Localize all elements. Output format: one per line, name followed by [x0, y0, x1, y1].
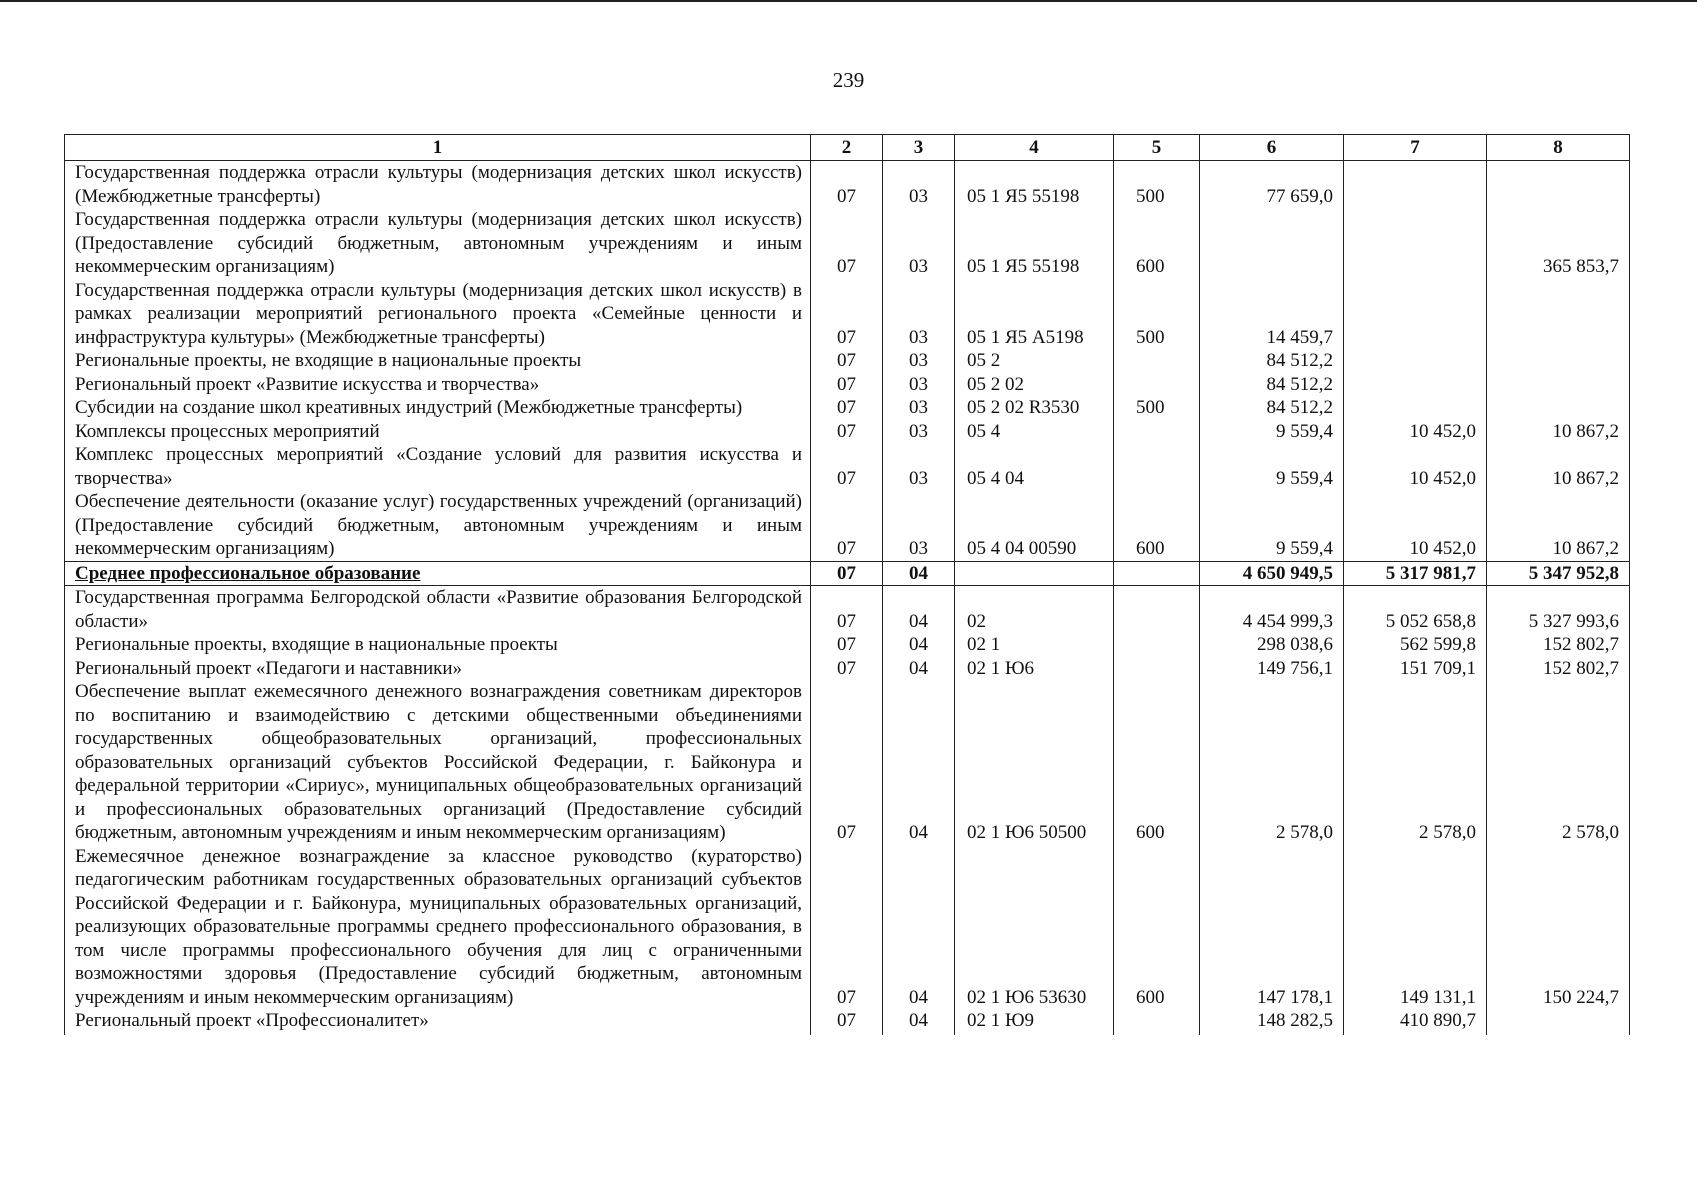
row-amount-col-6: 148 282,5 [1200, 1009, 1344, 1035]
row-amount-col-6: 77 659,0 [1200, 161, 1344, 209]
row-target-article: 02 1 Ю6 53630 [955, 845, 1114, 1010]
row-amount-col-7 [1344, 279, 1487, 350]
row-amount-col-6: 149 756,1 [1200, 657, 1344, 681]
row-amount-col-6: 9 559,4 [1200, 490, 1344, 561]
row-amount-col-8: 5 327 993,6 [1487, 586, 1630, 634]
row-name: Среднее профессиональное образование [65, 561, 811, 586]
row-name: Ежемесячное денежное вознаграждение за классное руководство (кураторство) педагогическим работникам государственных образовательных организаций субъектов Российской Федерации и г. Байконура, муниципальных образовательных организаций, реализующих образовательные программы среднего профессионального образования, в том числе программы профессионального обучения для лиц с ограниченными возможностями здоровья (Предоставление субсидий бюджетным, автономным учреждениям и иным некоммерческим организациям) [65, 845, 811, 1010]
row-expense-type: 600 [1114, 490, 1200, 561]
row-subsection-code: 04 [883, 586, 955, 634]
row-expense-type: 500 [1114, 396, 1200, 420]
row-name: Региональные проекты, не входящие в национальные проекты [65, 349, 811, 373]
row-expense-type: 600 [1114, 680, 1200, 845]
budget-table [64, 134, 1630, 1035]
table-row [65, 420, 1630, 444]
row-amount-col-8 [1487, 349, 1630, 373]
row-amount-col-6: 9 559,4 [1200, 443, 1344, 490]
row-target-article: 05 1 Я5 55198 [955, 208, 1114, 279]
row-amount-col-6: 84 512,2 [1200, 373, 1344, 397]
row-amount-col-6: 9 559,4 [1200, 420, 1344, 444]
row-section-code: 07 [811, 845, 883, 1010]
table-row [65, 657, 1630, 681]
row-subsection-code: 03 [883, 279, 955, 350]
row-expense-type [1114, 586, 1200, 634]
row-expense-type [1114, 633, 1200, 657]
row-amount-col-8 [1487, 161, 1630, 209]
row-amount-col-8 [1487, 396, 1630, 420]
row-name: Обеспечение выплат ежемесячного денежного вознаграждения советникам директоров по воспитанию и взаимодействию с детскими общественными объединениями государственных общеобразовательных организаций, профессиональных образовательных организаций субъектов Российской Федерации, г. Байконура и федеральной территории «Сириус», муниципальных общеобразовательных организаций и профессиональных образовательных организаций (Предоставление субсидий бюджетным, автономным учреждениям и иным некоммерческим организациям) [65, 680, 811, 845]
row-name: Государственная поддержка отрасли культуры (модернизация детских школ искусств) (Предоставление субсидий бюджетным, автономным учреждениям и иным некоммерческим организациям) [65, 208, 811, 279]
row-section-code: 07 [811, 1009, 883, 1035]
row-target-article: 05 2 [955, 349, 1114, 373]
header-col-5: 5 [1114, 135, 1200, 161]
header-col-7: 7 [1344, 135, 1487, 161]
table-row [65, 161, 1630, 209]
table-body [65, 161, 1630, 1035]
row-section-code: 07 [811, 657, 883, 681]
row-name: Региональный проект «Профессионалитет» [65, 1009, 811, 1035]
row-name: Комплексы процессных мероприятий [65, 420, 811, 444]
row-name: Субсидии на создание школ креативных индустрий (Межбюджетные трансферты) [65, 396, 811, 420]
row-name: Комплекс процессных мероприятий «Создание условий для развития искусства и творчества» [65, 443, 811, 490]
row-subsection-code: 04 [883, 1009, 955, 1035]
row-amount-col-7 [1344, 373, 1487, 397]
row-amount-col-7: 151 709,1 [1344, 657, 1487, 681]
header-col-6: 6 [1200, 135, 1344, 161]
row-section-code: 07 [811, 420, 883, 444]
row-section-code: 07 [811, 586, 883, 634]
row-amount-col-8: 152 802,7 [1487, 633, 1630, 657]
row-amount-col-8: 10 867,2 [1487, 420, 1630, 444]
row-target-article: 05 2 02 [955, 373, 1114, 397]
row-subsection-code: 03 [883, 490, 955, 561]
row-target-article: 05 4 [955, 420, 1114, 444]
section-row [65, 561, 1630, 586]
table-row [65, 586, 1630, 634]
header-col-3: 3 [883, 135, 955, 161]
table-row [65, 1009, 1630, 1035]
row-amount-col-8 [1487, 279, 1630, 350]
row-amount-col-7: 5 052 658,8 [1344, 586, 1487, 634]
row-amount-col-6: 147 178,1 [1200, 845, 1344, 1010]
row-expense-type: 600 [1114, 845, 1200, 1010]
row-name: Государственная поддержка отрасли культуры (модернизация детских школ искусств) в рамках реализации мероприятий регионального проекта «Семейные ценности и инфраструктура культуры» (Межбюджетные трансферты) [65, 279, 811, 350]
table-row [65, 490, 1630, 561]
row-amount-col-7: 5 317 981,7 [1344, 561, 1487, 586]
row-section-code: 07 [811, 443, 883, 490]
row-amount-col-7: 410 890,7 [1344, 1009, 1487, 1035]
row-target-article: 05 1 Я5 А5198 [955, 279, 1114, 350]
row-expense-type: 600 [1114, 208, 1200, 279]
row-amount-col-7: 2 578,0 [1344, 680, 1487, 845]
row-subsection-code: 03 [883, 420, 955, 444]
row-section-code: 07 [811, 279, 883, 350]
row-expense-type [1114, 443, 1200, 490]
header-col-1: 1 [65, 135, 811, 161]
row-amount-col-7: 10 452,0 [1344, 420, 1487, 444]
row-name: Региональный проект «Педагоги и наставники» [65, 657, 811, 681]
row-amount-col-6: 84 512,2 [1200, 396, 1344, 420]
row-target-article: 02 1 Ю6 [955, 657, 1114, 681]
table-row [65, 443, 1630, 490]
row-section-code: 07 [811, 161, 883, 209]
row-section-code: 07 [811, 396, 883, 420]
row-amount-col-7: 149 131,1 [1344, 845, 1487, 1010]
row-amount-col-6: 84 512,2 [1200, 349, 1344, 373]
row-subsection-code: 03 [883, 161, 955, 209]
header-col-8: 8 [1487, 135, 1630, 161]
row-amount-col-8: 365 853,7 [1487, 208, 1630, 279]
row-target-article: 05 2 02 R3530 [955, 396, 1114, 420]
row-target-article: 05 4 04 00590 [955, 490, 1114, 561]
row-target-article: 02 1 Ю9 [955, 1009, 1114, 1035]
row-expense-type [1114, 561, 1200, 586]
table-row [65, 633, 1630, 657]
row-expense-type [1114, 373, 1200, 397]
row-amount-col-8: 150 224,7 [1487, 845, 1630, 1010]
table-row [65, 373, 1630, 397]
row-subsection-code: 04 [883, 680, 955, 845]
row-amount-col-7 [1344, 349, 1487, 373]
page-number: 239 [832, 68, 865, 92]
row-amount-col-8: 10 867,2 [1487, 490, 1630, 561]
row-expense-type [1114, 420, 1200, 444]
row-section-code: 07 [811, 208, 883, 279]
table-row [65, 208, 1630, 279]
row-subsection-code: 04 [883, 657, 955, 681]
row-expense-type: 500 [1114, 279, 1200, 350]
row-subsection-code: 03 [883, 373, 955, 397]
row-target-article: 02 1 [955, 633, 1114, 657]
row-amount-col-6: 2 578,0 [1200, 680, 1344, 845]
row-name: Региональный проект «Развитие искусства и творчества» [65, 373, 811, 397]
row-target-article [955, 561, 1114, 586]
row-target-article: 02 1 Ю6 50500 [955, 680, 1114, 845]
table-row [65, 845, 1630, 1010]
row-section-code: 07 [811, 490, 883, 561]
table-row [65, 279, 1630, 350]
row-amount-col-7 [1344, 161, 1487, 209]
row-section-code: 07 [811, 561, 883, 586]
row-section-code: 07 [811, 349, 883, 373]
row-amount-col-7 [1344, 396, 1487, 420]
row-expense-type: 500 [1114, 161, 1200, 209]
row-subsection-code: 04 [883, 845, 955, 1010]
row-amount-col-8: 5 347 952,8 [1487, 561, 1630, 586]
header-row [65, 135, 1630, 161]
row-amount-col-7: 10 452,0 [1344, 443, 1487, 490]
row-amount-col-6: 4 454 999,3 [1200, 586, 1344, 634]
row-name: Государственная поддержка отрасли культуры (модернизация детских школ искусств) (Межбюджетные трансферты) [65, 161, 811, 209]
top-rule [0, 0, 1697, 2]
row-subsection-code: 03 [883, 396, 955, 420]
row-amount-col-6: 14 459,7 [1200, 279, 1344, 350]
row-target-article: 05 1 Я5 55198 [955, 161, 1114, 209]
row-amount-col-8: 152 802,7 [1487, 657, 1630, 681]
row-name: Обеспечение деятельности (оказание услуг) государственных учреждений (организаций) (Предоставление субсидий бюджетным, автономным учреждениям и иным некоммерческим организациям) [65, 490, 811, 561]
header-col-4: 4 [955, 135, 1114, 161]
row-expense-type [1114, 1009, 1200, 1035]
row-amount-col-8 [1487, 373, 1630, 397]
row-amount-col-7: 562 599,8 [1344, 633, 1487, 657]
row-amount-col-6: 4 650 949,5 [1200, 561, 1344, 586]
row-target-article: 05 4 04 [955, 443, 1114, 490]
table-row [65, 396, 1630, 420]
row-amount-col-8: 10 867,2 [1487, 443, 1630, 490]
row-amount-col-7 [1344, 208, 1487, 279]
header-col-2: 2 [811, 135, 883, 161]
row-expense-type [1114, 349, 1200, 373]
row-subsection-code: 03 [883, 443, 955, 490]
row-subsection-code: 03 [883, 208, 955, 279]
row-amount-col-8 [1487, 1009, 1630, 1035]
row-section-code: 07 [811, 633, 883, 657]
row-amount-col-6 [1200, 208, 1344, 279]
table-row [65, 349, 1630, 373]
row-section-code: 07 [811, 373, 883, 397]
row-expense-type [1114, 657, 1200, 681]
row-amount-col-8: 2 578,0 [1487, 680, 1630, 845]
row-name: Региональные проекты, входящие в национальные проекты [65, 633, 811, 657]
row-section-code: 07 [811, 680, 883, 845]
row-amount-col-7: 10 452,0 [1344, 490, 1487, 561]
row-amount-col-6: 298 038,6 [1200, 633, 1344, 657]
row-name: Государственная программа Белгородской области «Развитие образования Белгородской области» [65, 586, 811, 634]
row-subsection-code: 03 [883, 349, 955, 373]
table-row [65, 680, 1630, 845]
row-target-article: 02 [955, 586, 1114, 634]
row-subsection-code: 04 [883, 561, 955, 586]
row-subsection-code: 04 [883, 633, 955, 657]
